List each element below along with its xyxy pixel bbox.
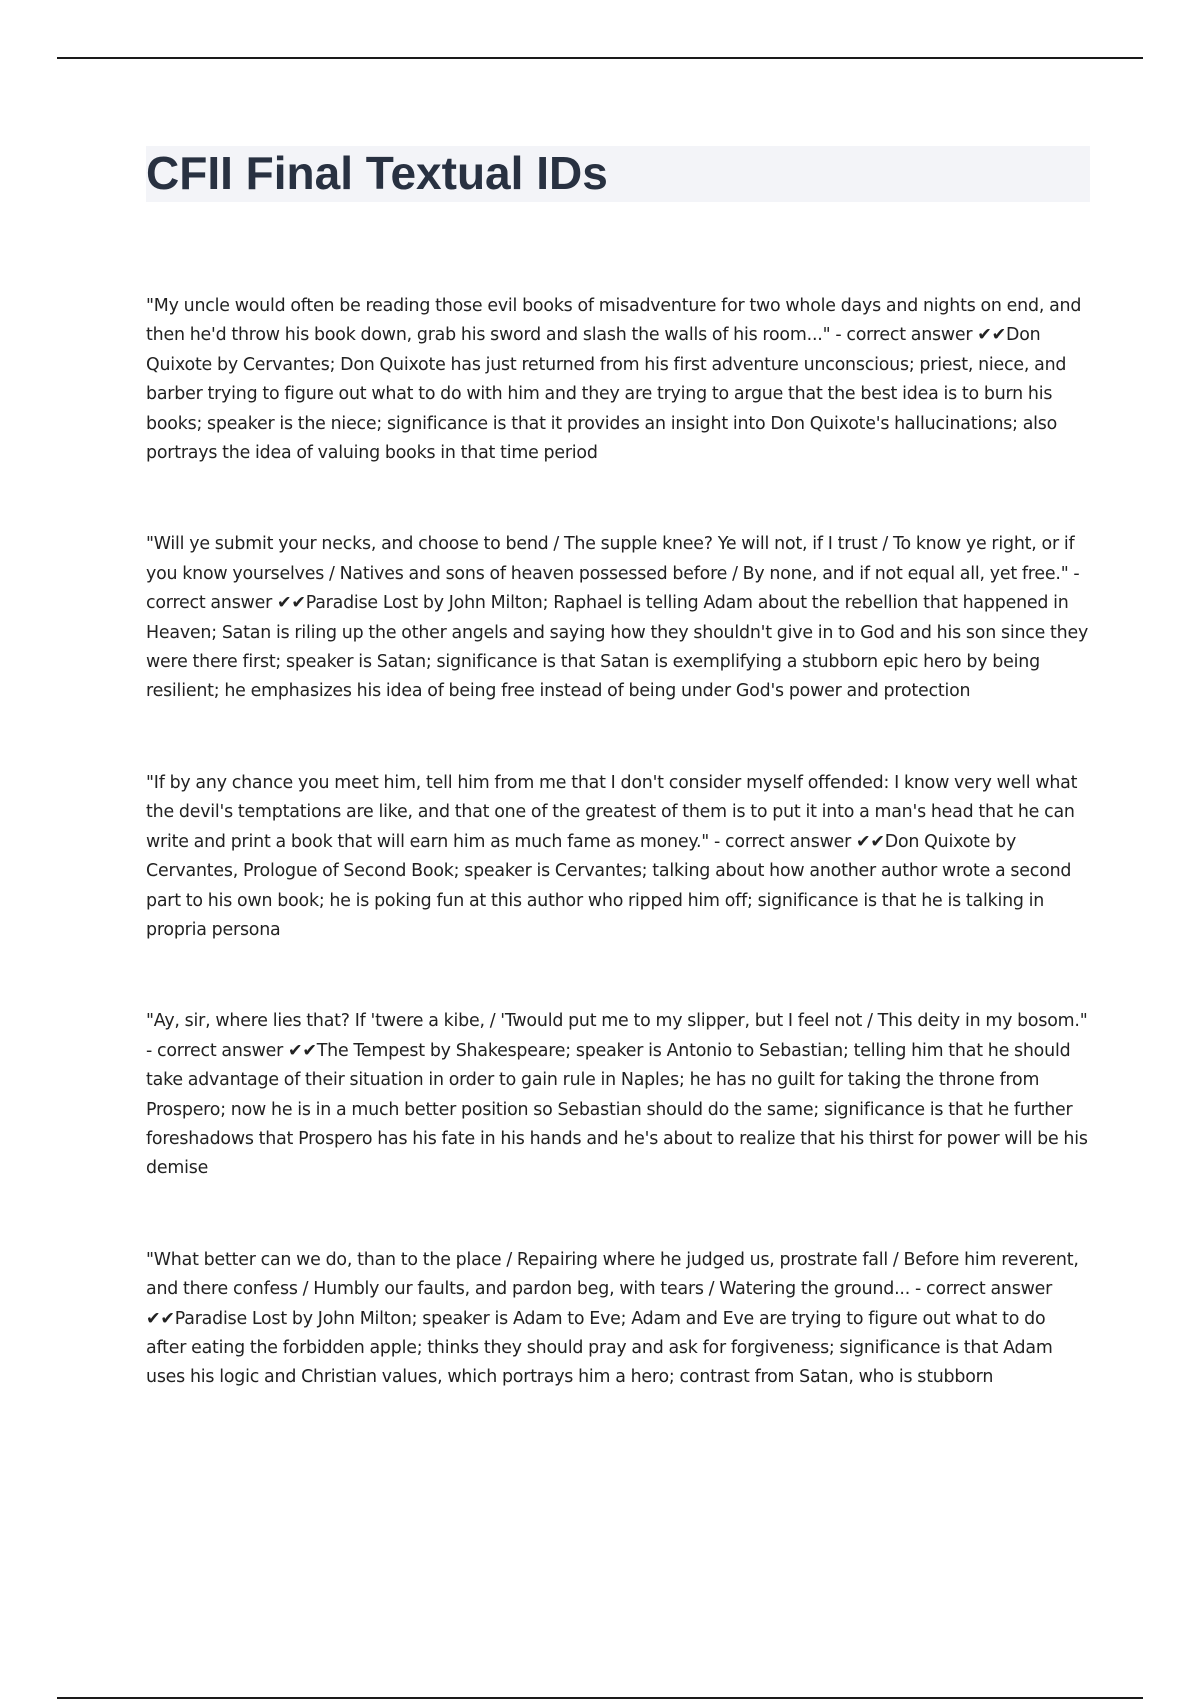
entry-answer: Paradise Lost by John Milton; speaker is Adam to Eve; Adam and Eve are trying to figure out what to do after eating the forbidden apple; thinks they should pray and ask for forgiveness; significance is that Adam uses his logic and Christian values, which portrays him a hero; contrast from Satan, who is stubborn xyxy=(146,1308,1053,1388)
entry-answer-separator: - correct answer ✔✔ xyxy=(146,1279,1053,1329)
top-rule xyxy=(57,57,1143,59)
entry xyxy=(146,769,1090,945)
entry-question: "If by any chance you meet him, tell him from me that I don't consider myself offended: I know very well what the devil's temptations are like, and that one of the greatest of them is to put it into a man's head that he can write and print a book that will earn him as much fame as money." xyxy=(146,772,1078,852)
entry-question: "Ay, sir, where lies that? If 'twere a kibe, / 'Twould put me to my slipper, but I feel not / This deity in my bosom." xyxy=(146,1011,1088,1032)
entry-question: "What better can we do, than to the place / Repairing where he judged us, prostrate fall / Before him reverent, and there confess / Humbly our faults, and pardon beg, with tears / Watering the ground... xyxy=(146,1249,1079,1300)
entry-answer-separator: - correct answer ✔✔ xyxy=(709,831,885,852)
page-title: CFII Final Textual IDs xyxy=(146,147,608,199)
entry-answer: The Tempest by Shakespeare; speaker is Antonio to Sebastian; telling him that he should take advantage of their situation in order to gain rule in Naples; he has no guilt for taking the throne from Prospero; now he is in a much better position so Sebastian should do the same; significance is that he further foreshadows that Prospero has his fate in his hands and he's about to realize that his thirst for power will be his demise xyxy=(146,1040,1088,1179)
entry-answer-separator: - correct answer ✔✔ xyxy=(146,563,1080,614)
entry xyxy=(146,1246,1090,1393)
entry-answer: Don Quixote by Cervantes, Prologue of Second Book; speaker is Cervantes; talking about how another author wrote a second part to his own book; he is poking fun at this author who ripped him off; significance is that he is talking in propria persona xyxy=(146,831,1072,940)
entry-question: "Will ye submit your necks, and choose to bend / The supple knee? Ye will not, if I trust / To know ye right, or if you know yourselves / Natives and sons of heaven possessed before / By none, and if not equal all, yet free." xyxy=(146,534,1075,584)
entries-list xyxy=(146,292,1090,1455)
entry-answer: Don Quixote by Cervantes; Don Quixote has just returned from his first adventure unconscious; priest, niece, and barber trying to figure out what to do with him and they are trying to argue that the best idea is to burn his books; speaker is the niece; significance is that it provides an insight into Don Quixote's hallucinations; also portrays the idea of valuing books in that time period xyxy=(146,325,1067,464)
entry-answer-separator: - correct answer ✔✔ xyxy=(146,1040,317,1061)
entry xyxy=(146,1007,1090,1183)
bottom-rule xyxy=(57,1697,1143,1699)
entry xyxy=(146,530,1090,706)
entry xyxy=(146,292,1090,468)
entry-answer-separator: - correct answer ✔✔ xyxy=(830,325,1007,346)
entry-question: "My uncle would often be reading those evil books of misadventure for two whole days and nights on end, and then he'd throw his book down, grab his sword and slash the walls of his room..." xyxy=(146,296,1082,346)
entry-answer: Paradise Lost by John Milton; Raphael is telling Adam about the rebellion that happened in Heaven; Satan is riling up the other angels and saying how they shouldn't give in to God and his son since they were there first; speaker is Satan; significance is that Satan is exemplifying a stubborn epic hero by being resilient; he emphasizes his idea of being free instead of being under God's power and protection xyxy=(146,593,1089,702)
